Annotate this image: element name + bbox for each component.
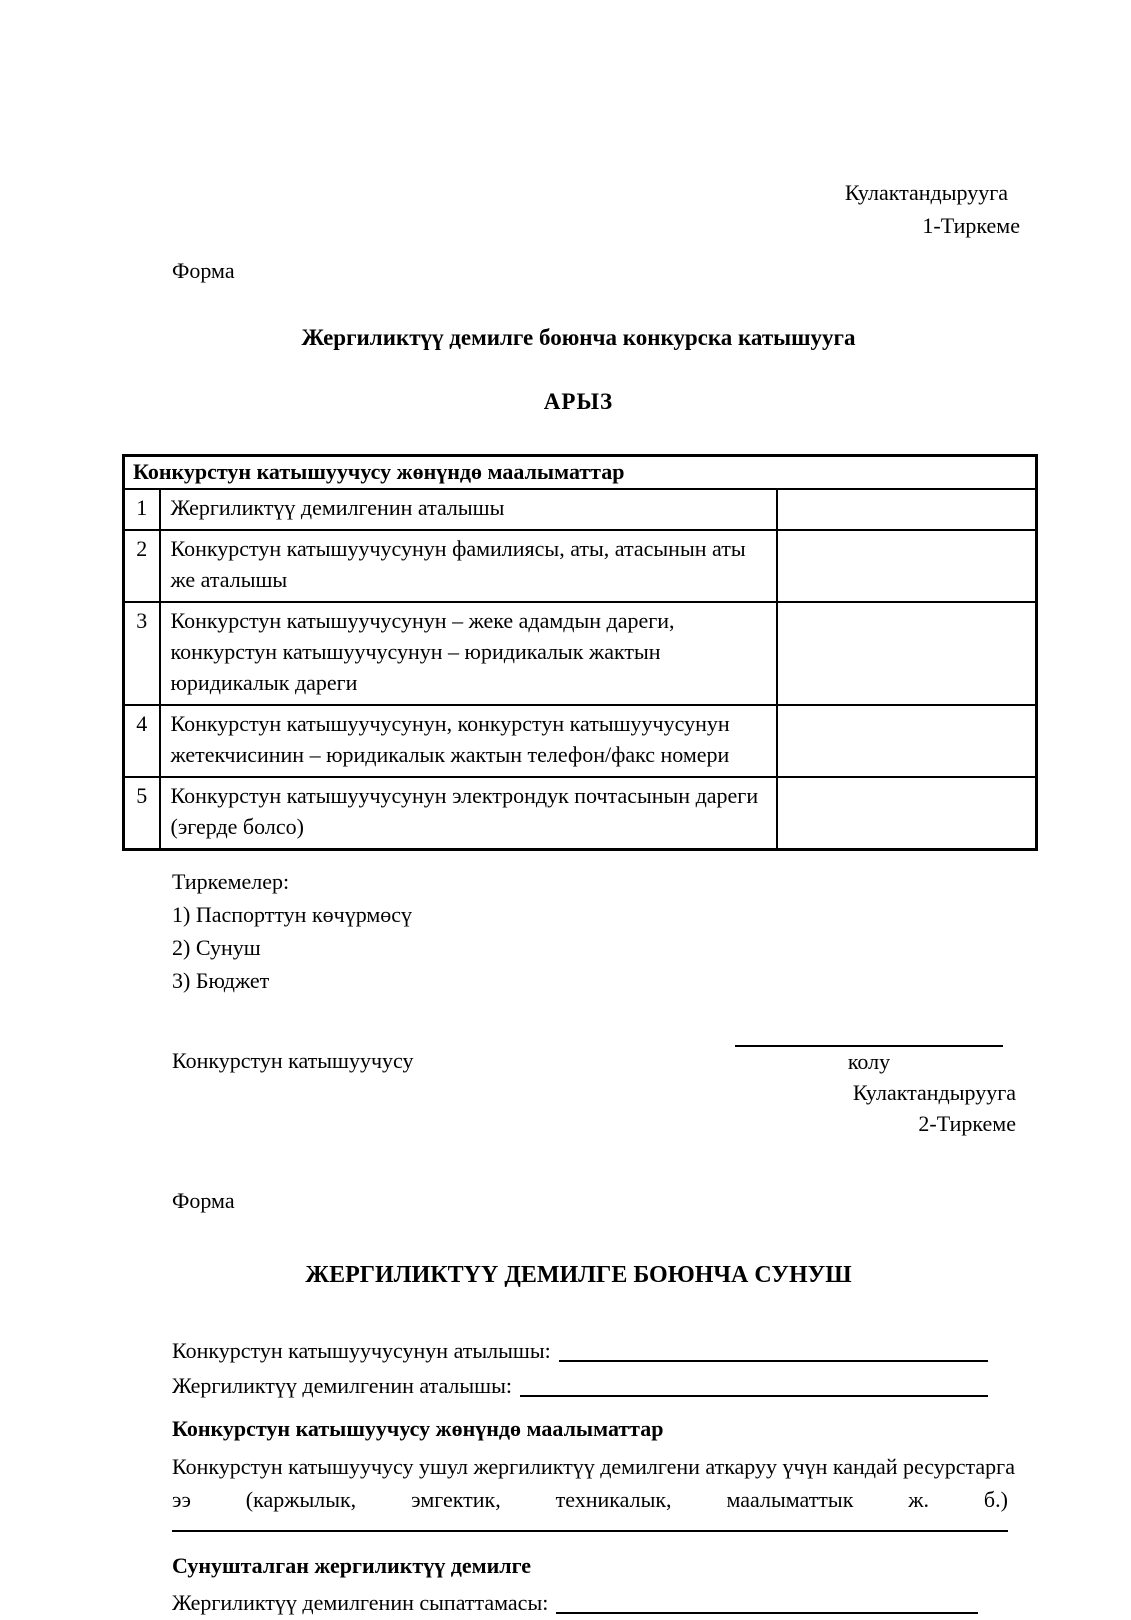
- resources-word: техникалык,: [555, 1487, 672, 1512]
- resources-word: (каржылык,: [245, 1487, 357, 1512]
- table-header: Конкурстун катышуучусу жөнүндө маалыматтар: [124, 456, 1037, 490]
- resources-word: ж.: [908, 1487, 929, 1512]
- table-row: [124, 602, 1037, 705]
- initiative-name-blank[interactable]: [520, 1368, 988, 1397]
- row-value-cell[interactable]: [777, 777, 1037, 850]
- table-header-row: [124, 456, 1037, 490]
- row-value-cell[interactable]: [777, 602, 1037, 705]
- row-number: 2: [124, 530, 160, 602]
- row-label: Конкурстун катышуучусунун – жеке адамдын дареги, конкурстун катышуучусунун – юридикалык жактын юридикалык дареги: [160, 602, 777, 705]
- row-value-cell[interactable]: [777, 489, 1037, 530]
- resources-word: ээ: [172, 1487, 191, 1512]
- participant-info-table: [122, 454, 1038, 851]
- signature-caption: колу: [847, 1049, 891, 1074]
- annex2-title: ЖЕРГИЛИКТҮҮ ДЕМИЛГЕ БОЮНЧА СУНУШ: [305, 1262, 852, 1288]
- signature-block: [172, 1019, 1008, 1077]
- annex2-corner-note: Кулактандырууга: [852, 1080, 1016, 1105]
- table-row: [124, 530, 1037, 602]
- row-label: Конкурстун катышуучусунун фамилиясы, аты, атасынын аты же аталышы: [160, 530, 777, 602]
- participant-name-label: Конкурстун катышуучусунун атылышы:: [172, 1338, 551, 1363]
- annex2-annex-number: 2-Тиркеме: [918, 1111, 1016, 1136]
- row-number: 3: [124, 602, 160, 705]
- resources-word: маалыматтык: [726, 1487, 854, 1512]
- attachment-item: 1) Паспорттун көчүрмөсү: [172, 902, 413, 927]
- participant-name-blank[interactable]: [559, 1333, 988, 1362]
- row-label: Конкурстун катышуучусунун электрондук почтасынын дареги (эгерде болсо): [160, 777, 777, 850]
- row-value-cell[interactable]: [777, 530, 1037, 602]
- annex1-corner-block: [172, 176, 1020, 242]
- initiative-name-label: Жергиликтүү демилгенин аталышы:: [172, 1373, 513, 1398]
- annex2-corner-block: [172, 1077, 1016, 1139]
- resources-answer-blank[interactable]: [172, 1530, 1008, 1532]
- annex1-form-label: Форма: [172, 258, 235, 283]
- annex2-fields: [172, 1333, 1008, 1403]
- table-row: [124, 777, 1037, 850]
- attachments-title: Тиркемелер:: [172, 869, 290, 894]
- attachment-item: 3) Бюджет: [172, 968, 270, 993]
- resources-word: б.): [983, 1487, 1008, 1512]
- attachments-block: [172, 865, 1008, 997]
- signature-line[interactable]: [735, 1019, 1003, 1047]
- row-number: 4: [124, 705, 160, 777]
- resources-paragraph-line2: [172, 1483, 1008, 1516]
- signature-label: Конкурстун катышуучусу: [172, 1048, 414, 1073]
- resources-paragraph-line1: Конкурстун катышуучусу ушул жергиликтүү демилгени аткаруу үчүн кандай ресурстарга: [172, 1454, 1015, 1479]
- description-label: Жергиликтүү демилгенин сыпаттамасы:: [172, 1590, 549, 1615]
- description-blank[interactable]: [556, 1585, 978, 1614]
- resources-word: эмгектик,: [411, 1487, 501, 1512]
- row-number: 1: [124, 489, 160, 530]
- annex1-annex-number: 1-Тиркеме: [922, 213, 1020, 238]
- row-label: Жергиликтүү демилгенин аталышы: [160, 489, 777, 530]
- attachment-item: 2) Сунуш: [172, 935, 261, 960]
- proposed-initiative-heading: Сунушталган жергиликтүү демилге: [172, 1553, 532, 1578]
- row-value-cell[interactable]: [777, 705, 1037, 777]
- signature-area: [735, 1019, 1003, 1077]
- table-row: [124, 705, 1037, 777]
- description-field: [172, 1585, 1008, 1620]
- annex1-corner-note: Кулактандырууга: [844, 180, 1008, 205]
- annex2-form-label: Форма: [172, 1188, 235, 1213]
- annex2-info-heading: Конкурстун катышуучусу жөнүндө маалыматтар: [172, 1416, 664, 1441]
- table-row: [124, 489, 1037, 530]
- annex1-subtitle: АРЫЗ: [543, 389, 614, 414]
- initiative-name-field: [172, 1368, 1008, 1403]
- row-number: 5: [124, 777, 160, 850]
- row-label: Конкурстун катышуучусунун, конкурстун катышуучусунун жетекчисинин – юридикалык жактын телефон/факс номери: [160, 705, 777, 777]
- participant-name-field: [172, 1333, 1008, 1368]
- annex1-title: Жергиликтүү демилге боюнча конкурска катышууга: [301, 325, 856, 350]
